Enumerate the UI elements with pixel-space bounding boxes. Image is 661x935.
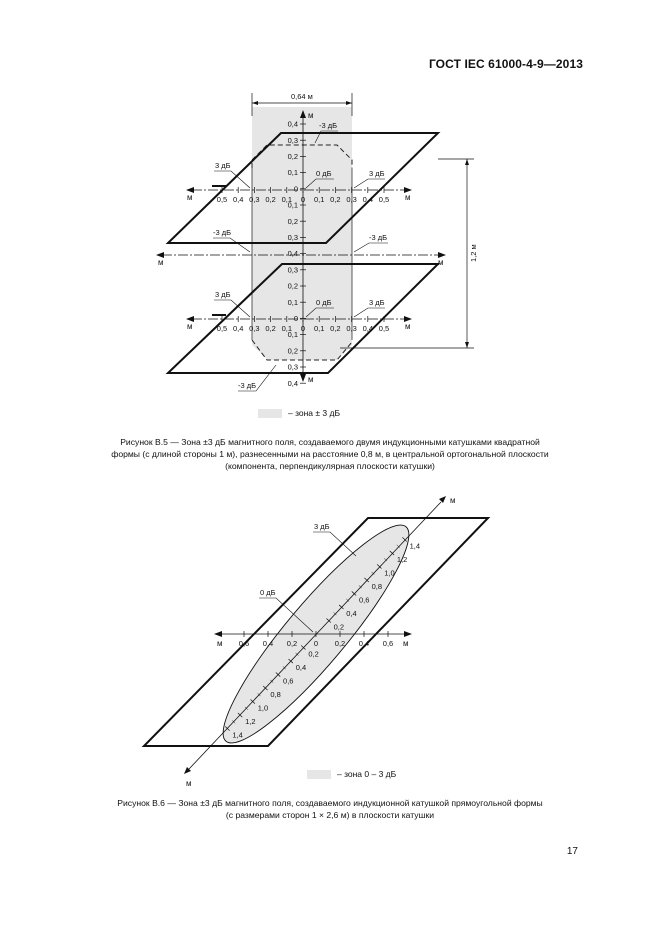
legend-b6: [307, 769, 396, 779]
h-tick-label: 0,1: [313, 195, 325, 204]
v-tick-label: 0,3: [287, 265, 298, 275]
b6-h-axis-unit-left: м: [217, 639, 223, 648]
lower-axis-unit-left: м: [187, 322, 193, 331]
lower-h-ticks: [217, 316, 389, 333]
b6-d-tick-label: 0,8: [270, 690, 281, 700]
label-minus3db-mid-left: -3 дБ: [213, 228, 232, 237]
label-0db-lower: 0 дБ: [316, 298, 332, 307]
v-tick-label: 0,4: [287, 378, 298, 388]
h-tick-label: 0,1: [281, 324, 293, 333]
label-minus3db-upper: -3 дБ: [319, 121, 338, 130]
document-header: ГОСТ IEC 61000-4-9—2013: [428, 57, 583, 71]
v-tick-label: 0,1: [287, 200, 298, 210]
b6-label-3db: 3 дБ: [314, 522, 330, 531]
upper-h-ticks: [217, 187, 389, 204]
label-3db-lower-left: 3 дБ: [215, 290, 231, 299]
lower-axis-unit-right: м: [405, 322, 411, 331]
label-3db-upper-right: 3 дБ: [369, 169, 385, 178]
b6-h-axis-unit-right: м: [403, 639, 409, 648]
label-minus3db-mid-right: -3 дБ: [369, 233, 388, 242]
v-tick-label: 0,4: [287, 249, 298, 259]
caption-b5-line: Рисунок В.5 — Зона ±3 дБ магнитного поля, создаваемого двумя индукционными катушками квадратной: [120, 437, 540, 447]
v-tick-label: 0,1: [287, 168, 298, 178]
b6-h-tick-label: 0,6: [382, 639, 394, 648]
label-3db-lower-right: 3 дБ: [369, 298, 385, 307]
h-tick-label: 0: [300, 324, 306, 333]
b6-h-tick-label: 0,6: [238, 639, 250, 648]
v-tick-label: 0: [293, 184, 298, 194]
h-tick-label: 0,4: [232, 324, 244, 333]
label-0db-upper: 0 дБ: [316, 169, 332, 178]
b6-d-tick-label: 0,2: [333, 622, 345, 632]
upper-axis-unit-right: м: [405, 193, 411, 202]
h-tick-label: 0,5: [216, 324, 228, 333]
v-tick-label: 0,1: [287, 330, 298, 340]
b6-d-tick-label: 1,2: [396, 554, 408, 564]
legend-b5: [258, 408, 340, 418]
v-tick-label: 0,2: [287, 216, 298, 226]
b6-label-0db: 0 дБ: [260, 588, 276, 597]
h-tick-label: 0,2: [330, 324, 341, 333]
h-tick-label: 0,4: [362, 324, 374, 333]
dim-height-label: 1,2 м: [469, 244, 478, 262]
v-tick-label: 0,1: [287, 297, 298, 307]
label-minus3db-lower: -3 дБ: [238, 381, 257, 390]
h-tick-label: 0,3: [249, 195, 260, 204]
page-number: 17: [566, 846, 578, 857]
v-tick-label: 0,3: [287, 233, 298, 242]
b6-h-tick-label: 0: [313, 639, 319, 648]
b6-h-tick-label: 0,4: [358, 639, 370, 648]
h-tick-label: 0,3: [249, 324, 260, 333]
v-tick-label: 0,3: [287, 362, 298, 372]
b6-d-tick-label: 1,0: [257, 703, 269, 713]
h-tick-label: 0,3: [346, 324, 357, 333]
legend-b6-swatch: [307, 770, 331, 779]
caption-b6-line: (с размерами сторон 1 × 2,6 м) в плоскости катушки: [225, 810, 435, 820]
v-tick-label: 0,2: [287, 281, 298, 291]
b6-d-tick-label: 0,6: [283, 676, 294, 686]
caption-b5-line: (компонента, перпендикулярная плоскости катушки): [225, 461, 435, 471]
h-tick-label: 0: [300, 195, 306, 204]
h-tick-label: 0,5: [216, 195, 228, 204]
b6-d-axis-unit-bottom: м: [186, 779, 192, 788]
b6-d-tick-label: 1,4: [232, 730, 243, 740]
mid-axis-unit-right: м: [438, 258, 444, 267]
v-tick-label: 0,4: [287, 119, 298, 129]
mid-axis-unit-left: м: [158, 258, 164, 267]
legend-b5-text: – зона ± 3 дБ: [288, 408, 341, 418]
b6-d-tick-label: 0,8: [371, 581, 383, 591]
v-tick-label: 0,3: [287, 135, 298, 145]
h-tick-label: 0,5: [378, 324, 390, 333]
label-3db-upper-left: 3 дБ: [215, 161, 231, 170]
caption-b6-line: Рисунок В.6 — Зона ±3 дБ магнитного поля, создаваемого индукционной катушкой прямоугольной формы: [117, 798, 543, 808]
legend-b6-text: – зона 0 – 3 дБ: [337, 769, 397, 779]
b6-d-tick-label: 0,2: [308, 649, 319, 659]
h-tick-label: 0,1: [281, 195, 293, 204]
h-tick-label: 0,2: [330, 195, 341, 204]
h-tick-label: 0,4: [232, 195, 244, 204]
v-axis-unit-bottom: м: [308, 375, 314, 384]
h-tick-label: 0,1: [313, 324, 325, 333]
v-tick-label: 0,2: [287, 346, 298, 356]
caption-b5: [30, 436, 630, 472]
b6-d-axis-unit-top: м: [450, 496, 456, 505]
legend-b5-swatch: [258, 409, 282, 418]
v-axis-unit-top: м: [308, 111, 314, 120]
h-tick-label: 0,4: [362, 195, 374, 204]
b6-d-tick-label: 0,4: [295, 663, 307, 673]
h-tick-label: 0,3: [346, 195, 357, 204]
h-tick-label: 0,2: [265, 324, 276, 333]
dim-width-label: 0,64 м: [291, 92, 313, 101]
b6-h-tick-label: 0,4: [262, 639, 274, 648]
upper-axis-unit-left: м: [187, 193, 193, 202]
b6-d-tick-label: 1,2: [245, 717, 256, 727]
h-tick-label: 0,2: [265, 195, 276, 204]
b6-d-tick-label: 0,6: [358, 595, 370, 605]
v-tick-label: 0,2: [287, 152, 298, 161]
caption-b5-line: формы (с длиной стороны 1 м), разнесенными на расстояние 0,8 м, в центральной ортогональной плоскости: [111, 449, 549, 459]
h-tick-label: 0,5: [378, 195, 390, 204]
b6-d-tick-label: 1,0: [384, 568, 395, 578]
caption-b6: [30, 797, 630, 821]
b6-d-tick-label: 1,4: [409, 541, 421, 551]
b6-h-tick-label: 0,2: [334, 639, 346, 648]
b6-h-tick-label: 0,2: [286, 639, 298, 648]
v-tick-label: 0: [293, 314, 298, 323]
b6-d-tick-label: 0,4: [346, 608, 357, 618]
